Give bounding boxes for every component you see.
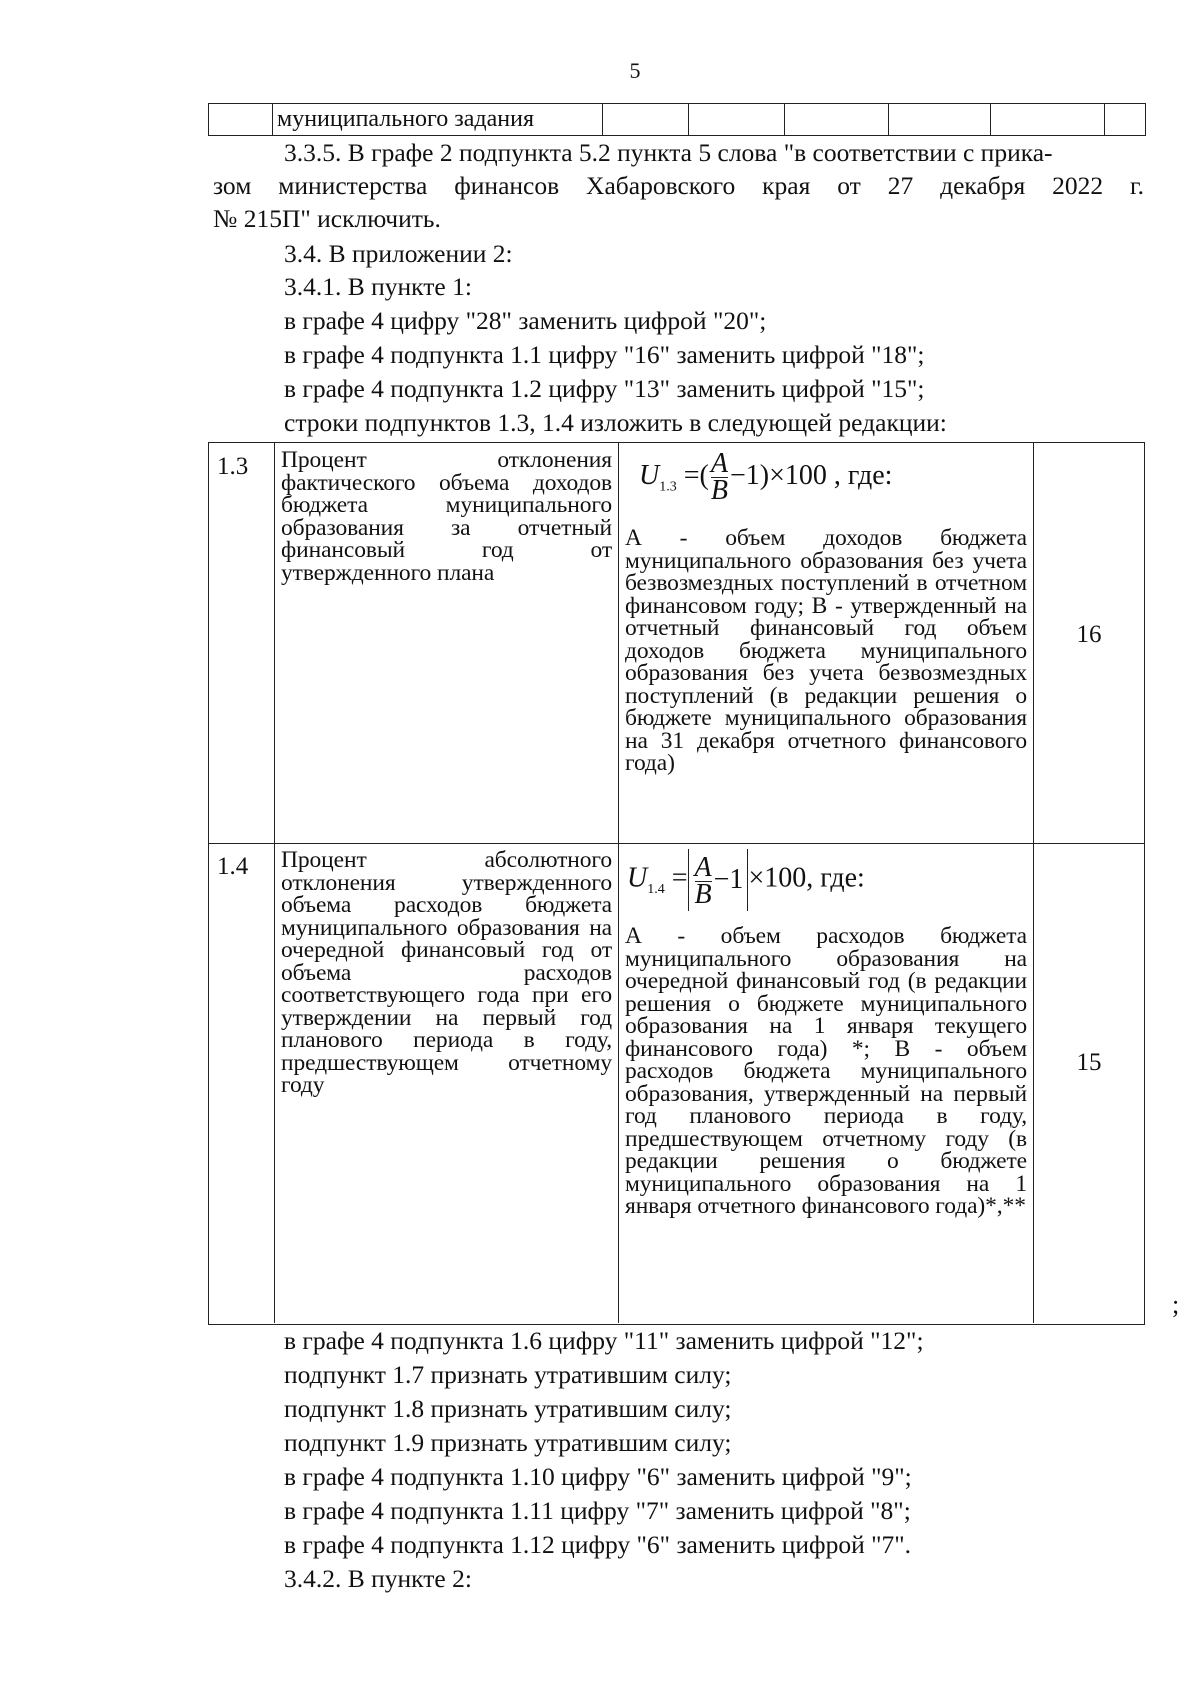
formula-cell: [619, 843, 1034, 1323]
instruction-line: в графе 4 подпункта 1.10 цифру "6" заменить цифрой "9";: [284, 1462, 912, 1491]
instruction-line: строки подпунктов 1.3, 1.4 изложить в следующей редакции:: [284, 408, 947, 437]
top-table-fragment: [208, 103, 1146, 136]
formula-equals: =: [671, 862, 688, 894]
formula-variable: U: [639, 459, 660, 491]
formula-inner: −1: [713, 864, 744, 895]
indicator-name-cell: [275, 843, 619, 1323]
formula-1-4: [619, 843, 1033, 925]
table-cell: [991, 104, 1105, 135]
formula-fraction: [710, 448, 728, 506]
formula-description: А - объем доходов бюджета муниципального образования без учета безвозмездных поступлений в отчетном финансовом году; В - утвержденный на отчетный финансовый год объем доходов бюджета муниципального образования без учета безвозмездных поступлений (в редакции решения о бюджете муниципального образования на 31 декабря отчетного финансового года): [625, 525, 1027, 776]
formula-rest: ×100, где:: [748, 862, 865, 894]
indicator-name-cell: [275, 443, 619, 843]
indicators-table: [208, 442, 1145, 1325]
paragraph-3-4-2: 3.4.2. В пункте 2:: [284, 1564, 472, 1593]
formula-subscript: 1.3: [659, 479, 677, 495]
instruction-line: подпункт 1.7 признать утратившим силу;: [284, 1360, 732, 1389]
paragraph-3-3-5-line1: 3.3.5. В графе 2 подпункта 5.2 пункта 5 слова "в соответствии с прика-: [284, 138, 1053, 167]
formula-numerator: A: [710, 448, 728, 479]
formula-absolute-value: [688, 849, 749, 911]
instruction-line: подпункт 1.8 признать утратившим силу;: [284, 1394, 732, 1423]
row-number-cell: [209, 843, 275, 1323]
formula-1-3: [619, 443, 1033, 527]
paragraph-3-4-1: 3.4.1. В пункте 1:: [284, 272, 472, 301]
table-cell: [603, 104, 689, 135]
formula-denominator: B: [694, 879, 712, 911]
instruction-line: в графе 4 подпункта 1.12 цифру "6" заменить цифрой "7".: [284, 1530, 912, 1559]
formula-subscript: 1.4: [647, 882, 665, 898]
table-cell: [1105, 104, 1145, 135]
instruction-line: подпункт 1.9 признать утратившим силу;: [284, 1428, 732, 1457]
formula-fraction: [694, 852, 712, 911]
instruction-line: в графе 4 подпункта 1.2 цифру "13" заменить цифрой "15";: [284, 374, 925, 403]
table-cell: [209, 104, 273, 135]
formula-equals: =(: [683, 459, 709, 491]
table-row: [209, 443, 1144, 844]
indicator-name: Процент отклонения фактического объема доходов бюджета муниципального образования за отчетный финансовый год от утвержденного плана: [281, 447, 612, 586]
indicator-name: Процент абсолютного отклонения утвержденного объема расходов бюджета муниципального образования на очередной финансовый год от объема расходов соответствующего года при его утверждении на первый год планового периода в году, предшествующем отчетному году: [281, 847, 612, 1098]
score-value: 15: [1076, 1049, 1102, 1076]
instruction-line: в графе 4 подпункта 1.11 цифру "7" заменить цифрой "8";: [284, 1496, 911, 1525]
formula-cell: [619, 443, 1034, 843]
table-trailing-semicolon: ;: [1172, 1290, 1180, 1319]
row-number-cell: [209, 443, 275, 843]
table-cell: [889, 104, 991, 135]
table-cell-text: муниципального задания: [273, 104, 603, 135]
page-number: 5: [629, 58, 641, 83]
paragraph-3-3-5-line2: зом министерства финансов Хабаровского края от 27 декабря 2022 г.: [213, 171, 1144, 200]
score-cell: [1034, 443, 1144, 843]
instruction-line: в графе 4 подпункта 1.1 цифру "16" заменить цифрой "18";: [284, 340, 925, 369]
score-cell: [1034, 843, 1144, 1323]
paragraph-3-4: 3.4. В приложении 2:: [284, 239, 513, 268]
formula-numerator: A: [694, 852, 712, 884]
formula-rest: −1)×100 , где:: [729, 459, 893, 491]
formula-description: А - объем расходов бюджета муниципального образования на очередной финансовый год (в редакции решения о бюджете муниципального образования на 1 января текущего финансового года) *; В - объем расходов бюджета муниципального образования, утвержденный на первый год планового периода в году, предшествующем отчетному году (в редакции решения о бюджете муниципального образования на 1 января отчетного финансового года)*,**: [625, 923, 1027, 1219]
paragraph-3-3-5-line3: № 215П" исключить.: [213, 204, 441, 233]
table-row: [209, 843, 1144, 1323]
table-cell: [689, 104, 785, 135]
row-number: 1.4: [217, 853, 249, 880]
table-cell: [785, 104, 889, 135]
formula-denominator: B: [710, 475, 728, 506]
instruction-line: в графе 4 цифру "28" заменить цифрой "20";: [284, 306, 767, 335]
formula-variable: U: [627, 862, 648, 894]
score-value: 16: [1076, 621, 1102, 648]
instruction-line: в графе 4 подпункта 1.6 цифру "11" заменить цифрой "12";: [284, 1326, 924, 1355]
row-number: 1.3: [217, 453, 249, 480]
